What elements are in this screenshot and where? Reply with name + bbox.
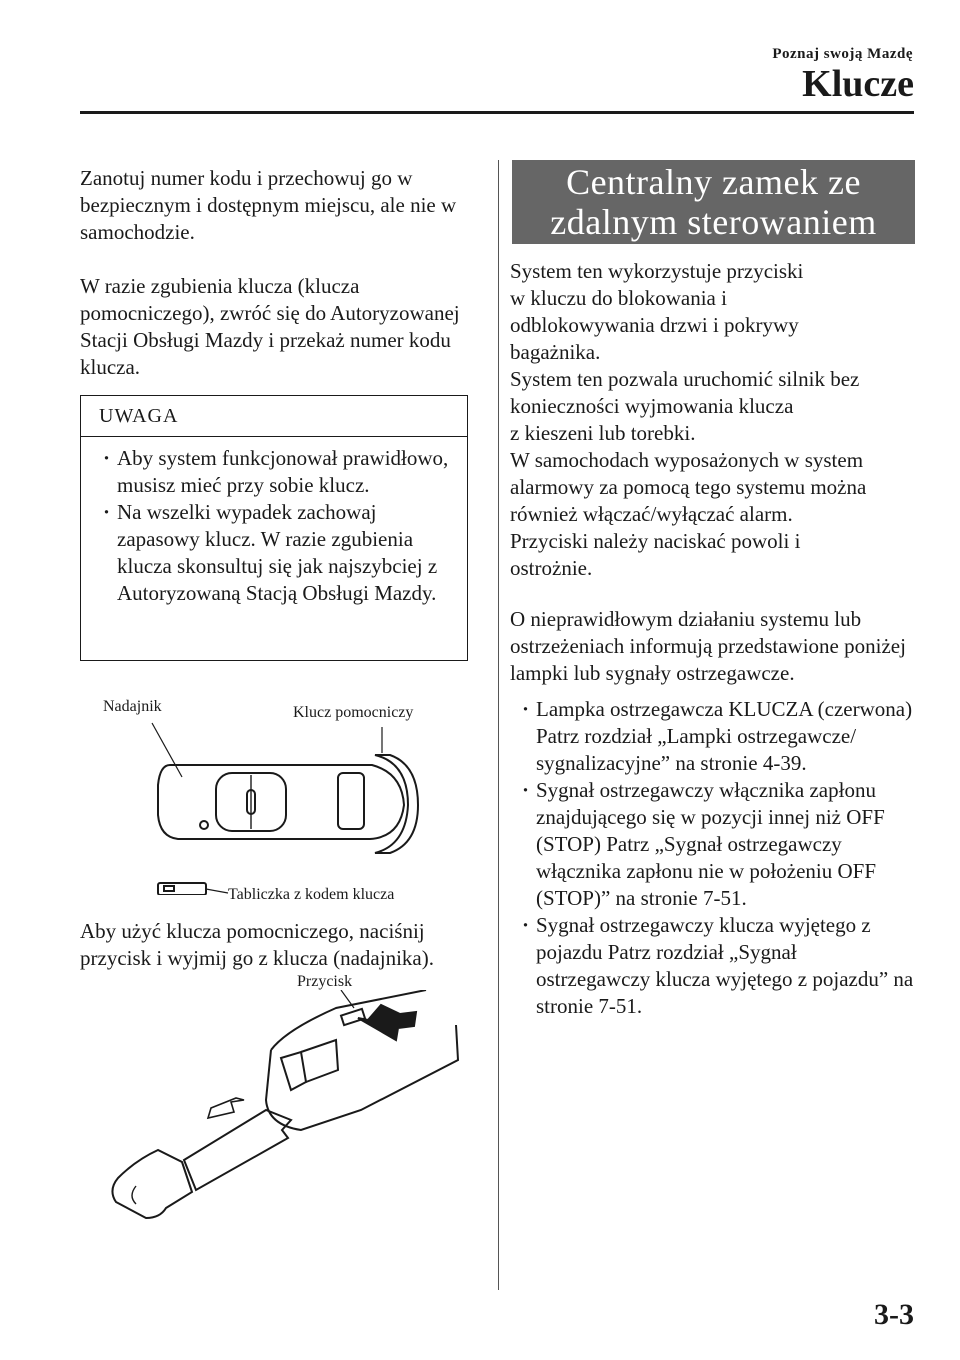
warning-item-ignition: · Sygnał ostrzegawczy włącznika zapłonu znajdującego się w pozycji innej niż OFF (STOP) Patrz „Sygnał ostrzegawczy włącznika zapłonu nie w położeniu OFF (STOP)” na stronie 7-51. — [522, 778, 885, 910]
bullet-dot-icon: · — [103, 500, 111, 524]
label-button: Przycisk — [297, 973, 353, 990]
note-title: UWAGA — [81, 396, 467, 437]
paragraph-code-note: Zanotuj numer kodu i przechowuj go w bezpiecznym i dostępnym miejscu, ale nie w samochodzie. — [80, 166, 457, 244]
warnings-list — [510, 696, 915, 1020]
note-item: · Aby system funkcjonował prawidłowo, musisz mieć przy sobie klucz. — [103, 446, 449, 497]
bullet-dot-icon: · — [522, 778, 530, 802]
note-list — [81, 437, 467, 607]
code-plate-icon — [158, 883, 228, 895]
column-divider — [498, 160, 499, 1290]
banner-line-1: Centralny zamek ze — [566, 162, 861, 202]
label-code-plate: Tabliczka z kodem klucza — [228, 886, 395, 903]
warning-item-key-removed: · Sygnał ostrzegawczy klucza wyjętego z pojazdu Patrz rozdział „Sygnał ostrzegawczy klucza wyjętego z pojazdu” na stronie 7-51. — [522, 913, 914, 1018]
paragraph-lost-key: W razie zgubienia klucza (klucza pomocniczego), zwróć się do Autoryzowanej Stacji Obsługi Mazdy i przekaż numer kodu klucza. — [80, 274, 460, 379]
section-subtitle: Poznaj swoją Mazdę — [772, 46, 913, 62]
page-title: Klucze — [802, 63, 914, 105]
section-banner — [512, 160, 915, 244]
label-aux-key: Klucz pomocniczy — [293, 704, 414, 721]
paragraph-warnings-intro: O nieprawidłowym działaniu systemu lub ostrzeżeniach informują przedstawione poniżej lampki lub sygnały ostrzegawcze. — [510, 607, 906, 685]
key-transmitter-illustration — [100, 715, 460, 895]
note-item: · Na wszelki wypadek zachowaj zapasowy klucz. W razie zgubienia klucza skonsultuj się jak najszybciej z Autoryzowaną Stacją Obsługi Mazdy. — [103, 500, 438, 605]
bullet-dot-icon: · — [103, 446, 111, 470]
paragraph-system-description: System ten wykorzystuje przyciski w kluczu do blokowania i odblokowywania drzwi i pokrywy bagażnika. System ten pozwala uruchomić silnik bez konieczności wyjmowania klucza z kieszeni lub torebki. W samochodach wyposażonych w system alarmowy za pomocą tego systemu można również włączać/wyłączać alarm. Przyciski należy naciskać powoli i ostrożnie. — [510, 259, 867, 580]
page-number: 3-3 — [874, 1298, 914, 1331]
banner-line-2: zdalnym sterowaniem — [550, 202, 877, 242]
warning-item-key-light: · Lampka ostrzegawcza KLUCZA (czerwona) Patrz rozdział „Lampki ostrzegawcze/ sygnalizacyjne” na stronie 4-39. — [522, 697, 913, 775]
label-transmitter: Nadajnik — [103, 698, 162, 715]
bullet-dot-icon: · — [522, 913, 530, 937]
paragraph-aux-key-usage: Aby użyć klucza pomocniczego, naciśnij przycisk i wyjmij go z klucza (nadajnika). — [80, 919, 434, 970]
header-rule — [80, 111, 914, 114]
bullet-dot-icon: · — [522, 697, 530, 721]
note-box — [80, 395, 468, 661]
aux-key-removal-illustration — [96, 990, 476, 1220]
